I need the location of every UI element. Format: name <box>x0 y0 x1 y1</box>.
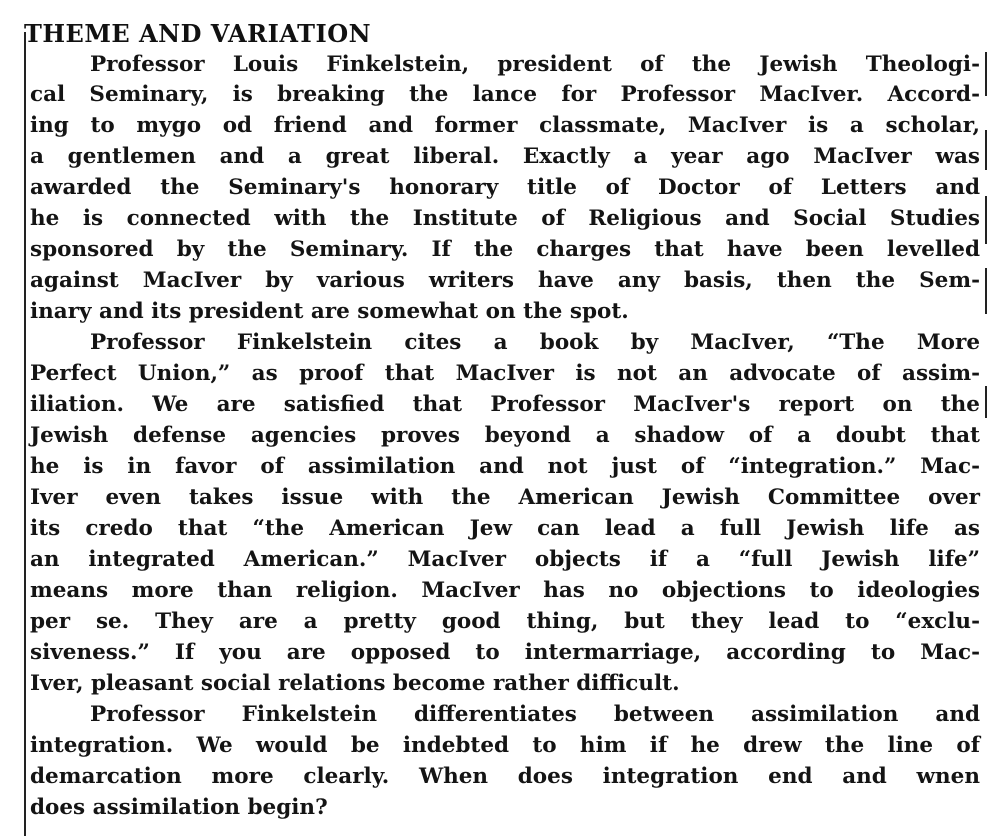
text-line: an integrated American.” MacIver objects if a “full Jewish life” <box>30 547 980 572</box>
text-line: demarcation more clearly. When does integration end and wnen <box>30 764 980 789</box>
text-line: sponsored by the Seminary. If the charges that have been levelled <box>30 237 980 262</box>
text-line: ing to mygo od friend and former classmate, MacIver is a scholar, <box>30 113 980 138</box>
column-rule-right <box>985 196 987 244</box>
column-rule-right <box>985 130 987 170</box>
text-line: does assimilation begin? <box>30 795 328 820</box>
article-column <box>10 8 985 828</box>
article-headline: THEME AND VARIATION <box>24 19 372 48</box>
text-line: inary and its president are somewhat on the spot. <box>30 299 629 324</box>
text-line: Iver even takes issue with the American Jewish Committee over <box>30 485 980 510</box>
text-line: iliation. We are satisfied that Professor MacIver's report on the <box>30 392 980 417</box>
column-rule-right <box>985 386 987 418</box>
text-line: a gentlemen and a great liberal. Exactly a year ago MacIver was <box>30 144 980 169</box>
text-line: he is in favor of assimilation and not just of “integration.” Mac- <box>30 454 980 479</box>
text-line: Perfect Union,” as proof that MacIver is not an advocate of assim- <box>30 361 980 386</box>
text-line: per se. They are a pretty good thing, but they lead to “exclu- <box>30 609 980 634</box>
text-line: Professor Finkelstein differentiates between assimilation and <box>90 702 980 727</box>
text-line: integration. We would be indebted to him if he drew the line of <box>30 733 980 758</box>
text-line: Jewish defense agencies proves beyond a shadow of a doubt that <box>30 423 980 448</box>
text-line: siveness.” If you are opposed to intermarriage, according to Mac- <box>30 640 980 665</box>
text-line: Iver, pleasant social relations become rather difficult. <box>30 671 680 696</box>
text-line: against MacIver by various writers have any basis, then the Sem- <box>30 268 980 293</box>
text-line: means more than religion. MacIver has no objections to ideologies <box>30 578 980 603</box>
text-line: awarded the Seminary's honorary title of Doctor of Letters and <box>30 175 980 200</box>
column-rule-left <box>24 32 26 836</box>
text-line: he is connected with the Institute of Religious and Social Studies <box>30 206 980 231</box>
text-line: cal Seminary, is breaking the lance for Professor MacIver. Accord- <box>30 82 980 107</box>
column-rule-right <box>985 268 987 314</box>
text-line: Professor Louis Finkelstein, president of the Jewish Theologi- <box>90 52 980 77</box>
column-rule-right <box>985 52 987 96</box>
text-line: its credo that “the American Jew can lead a full Jewish life as <box>30 516 980 541</box>
text-line: Professor Finkelstein cites a book by MacIver, “The More <box>90 330 980 355</box>
